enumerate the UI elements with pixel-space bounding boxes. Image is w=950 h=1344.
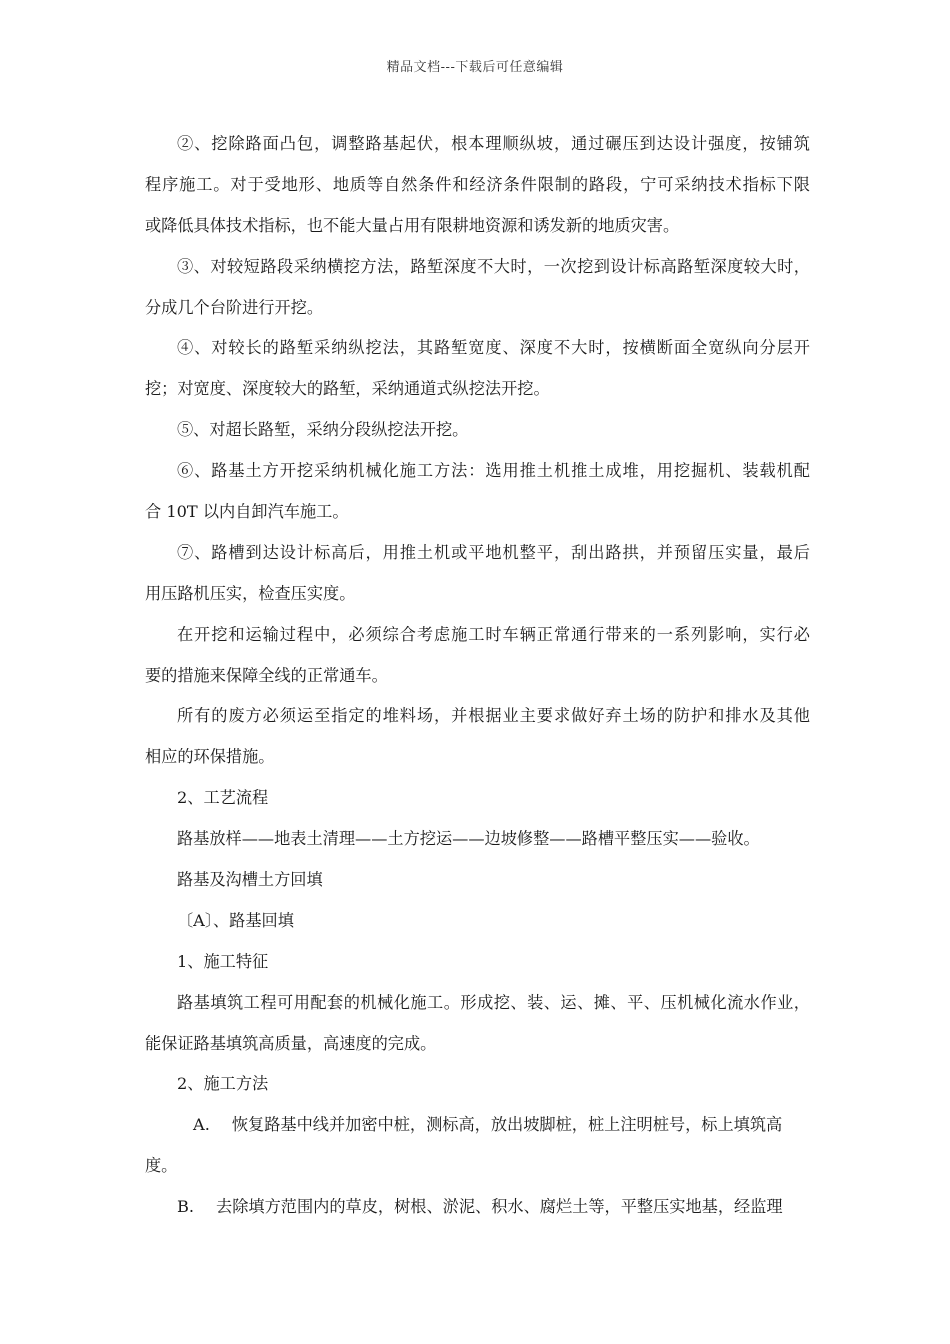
paragraph-line: ③、对较短路段采纳横挖方法，路堑深度不大时，一次挖到设计标高路堑深度较大时，: [177, 256, 810, 276]
paragraph-line: 程序施工。对于受地形、地质等自然条件和经济条件限制的路段，宁可采纳技术指标下限: [145, 174, 810, 194]
paragraph-line: 分成几个台阶进行开挖。: [145, 297, 324, 317]
paragraph-line: 合 10T 以内自卸汽车施工。: [145, 502, 349, 522]
section-heading: 1、施工特征: [177, 951, 269, 971]
paragraph-line: 能保证路基填筑高质量，高速度的完成。: [145, 1033, 437, 1053]
list-item-b-text: 去除填方范围内的草皮，树根、淤泥、积水、腐烂土等，平整压实地基，经监理: [216, 1197, 783, 1217]
paragraph-line: 度。: [145, 1156, 178, 1176]
paragraph-line: 或降低具体技术指标，也不能大量占用有限耕地资源和诱发新的地质灾害。: [145, 215, 680, 235]
list-item-a: [145, 1105, 810, 1146]
document-body: [145, 124, 810, 1228]
paragraph-line: 挖；对宽度、深度较大的路堑，采纳通道式纵挖法开挖。: [145, 379, 550, 399]
paragraph-line: 相应的环保措施。: [145, 747, 275, 767]
paragraph-line: 用压路机压实，检查压实度。: [145, 583, 356, 603]
paragraph-line: 所有的废方必须运至指定的堆料场，并根据业主要求做好弃土场的防护和排水及其他: [177, 706, 810, 726]
section-heading: 路基及沟槽土方回填: [177, 870, 323, 890]
list-marker-a: A.: [193, 1115, 210, 1135]
paragraph-line: 要的措施来保障全线的正常通车。: [145, 665, 388, 685]
paragraph-line: ②、挖除路面凸包，调整路基起伏，根本理顺纵坡，通过碾压到达设计强度，按铺筑: [177, 134, 810, 153]
process-flow: 路基放样——地表土清理——土方挖运——边坡修整——路槽平整压实——验收。: [177, 829, 760, 849]
paragraph-line: ⑤、对超长路堑，采纳分段纵挖法开挖。: [177, 420, 469, 440]
list-item-a-text: 恢复路基中线并加密中桩，测标高，放出坡脚桩，桩上注明桩号，标上填筑高: [231, 1115, 783, 1135]
paragraph-line: ⑦、路槽到达设计标高后，用推土机或平地机整平，刮出路拱，并预留压实量，最后: [177, 542, 810, 562]
list-marker-b: B.: [177, 1197, 195, 1217]
paragraph-line: 在开挖和运输过程中，必须综合考虑施工时车辆正常通行带来的一系列影响，实行必: [177, 624, 810, 644]
section-heading: 〔A〕、路基回填: [177, 910, 294, 930]
page-header: 精品文档---下载后可任意编辑: [386, 60, 564, 75]
list-item-b: [145, 1187, 810, 1228]
paragraph-line: 路基填筑工程可用配套的机械化施工。形成挖、装、运、摊、平、压机械化流水作业，: [177, 992, 810, 1012]
section-heading: 2、工艺流程: [177, 788, 269, 808]
paragraph-line: ⑥、路基土方开挖采纳机械化施工方法：选用推土机推土成堆，用挖掘机、装载机配: [177, 461, 810, 481]
paragraph-line: ④、对较长的路堑采纳纵挖法，其路堑宽度、深度不大时，按横断面全宽纵向分层开: [177, 338, 810, 358]
section-heading: 2、施工方法: [177, 1074, 269, 1094]
